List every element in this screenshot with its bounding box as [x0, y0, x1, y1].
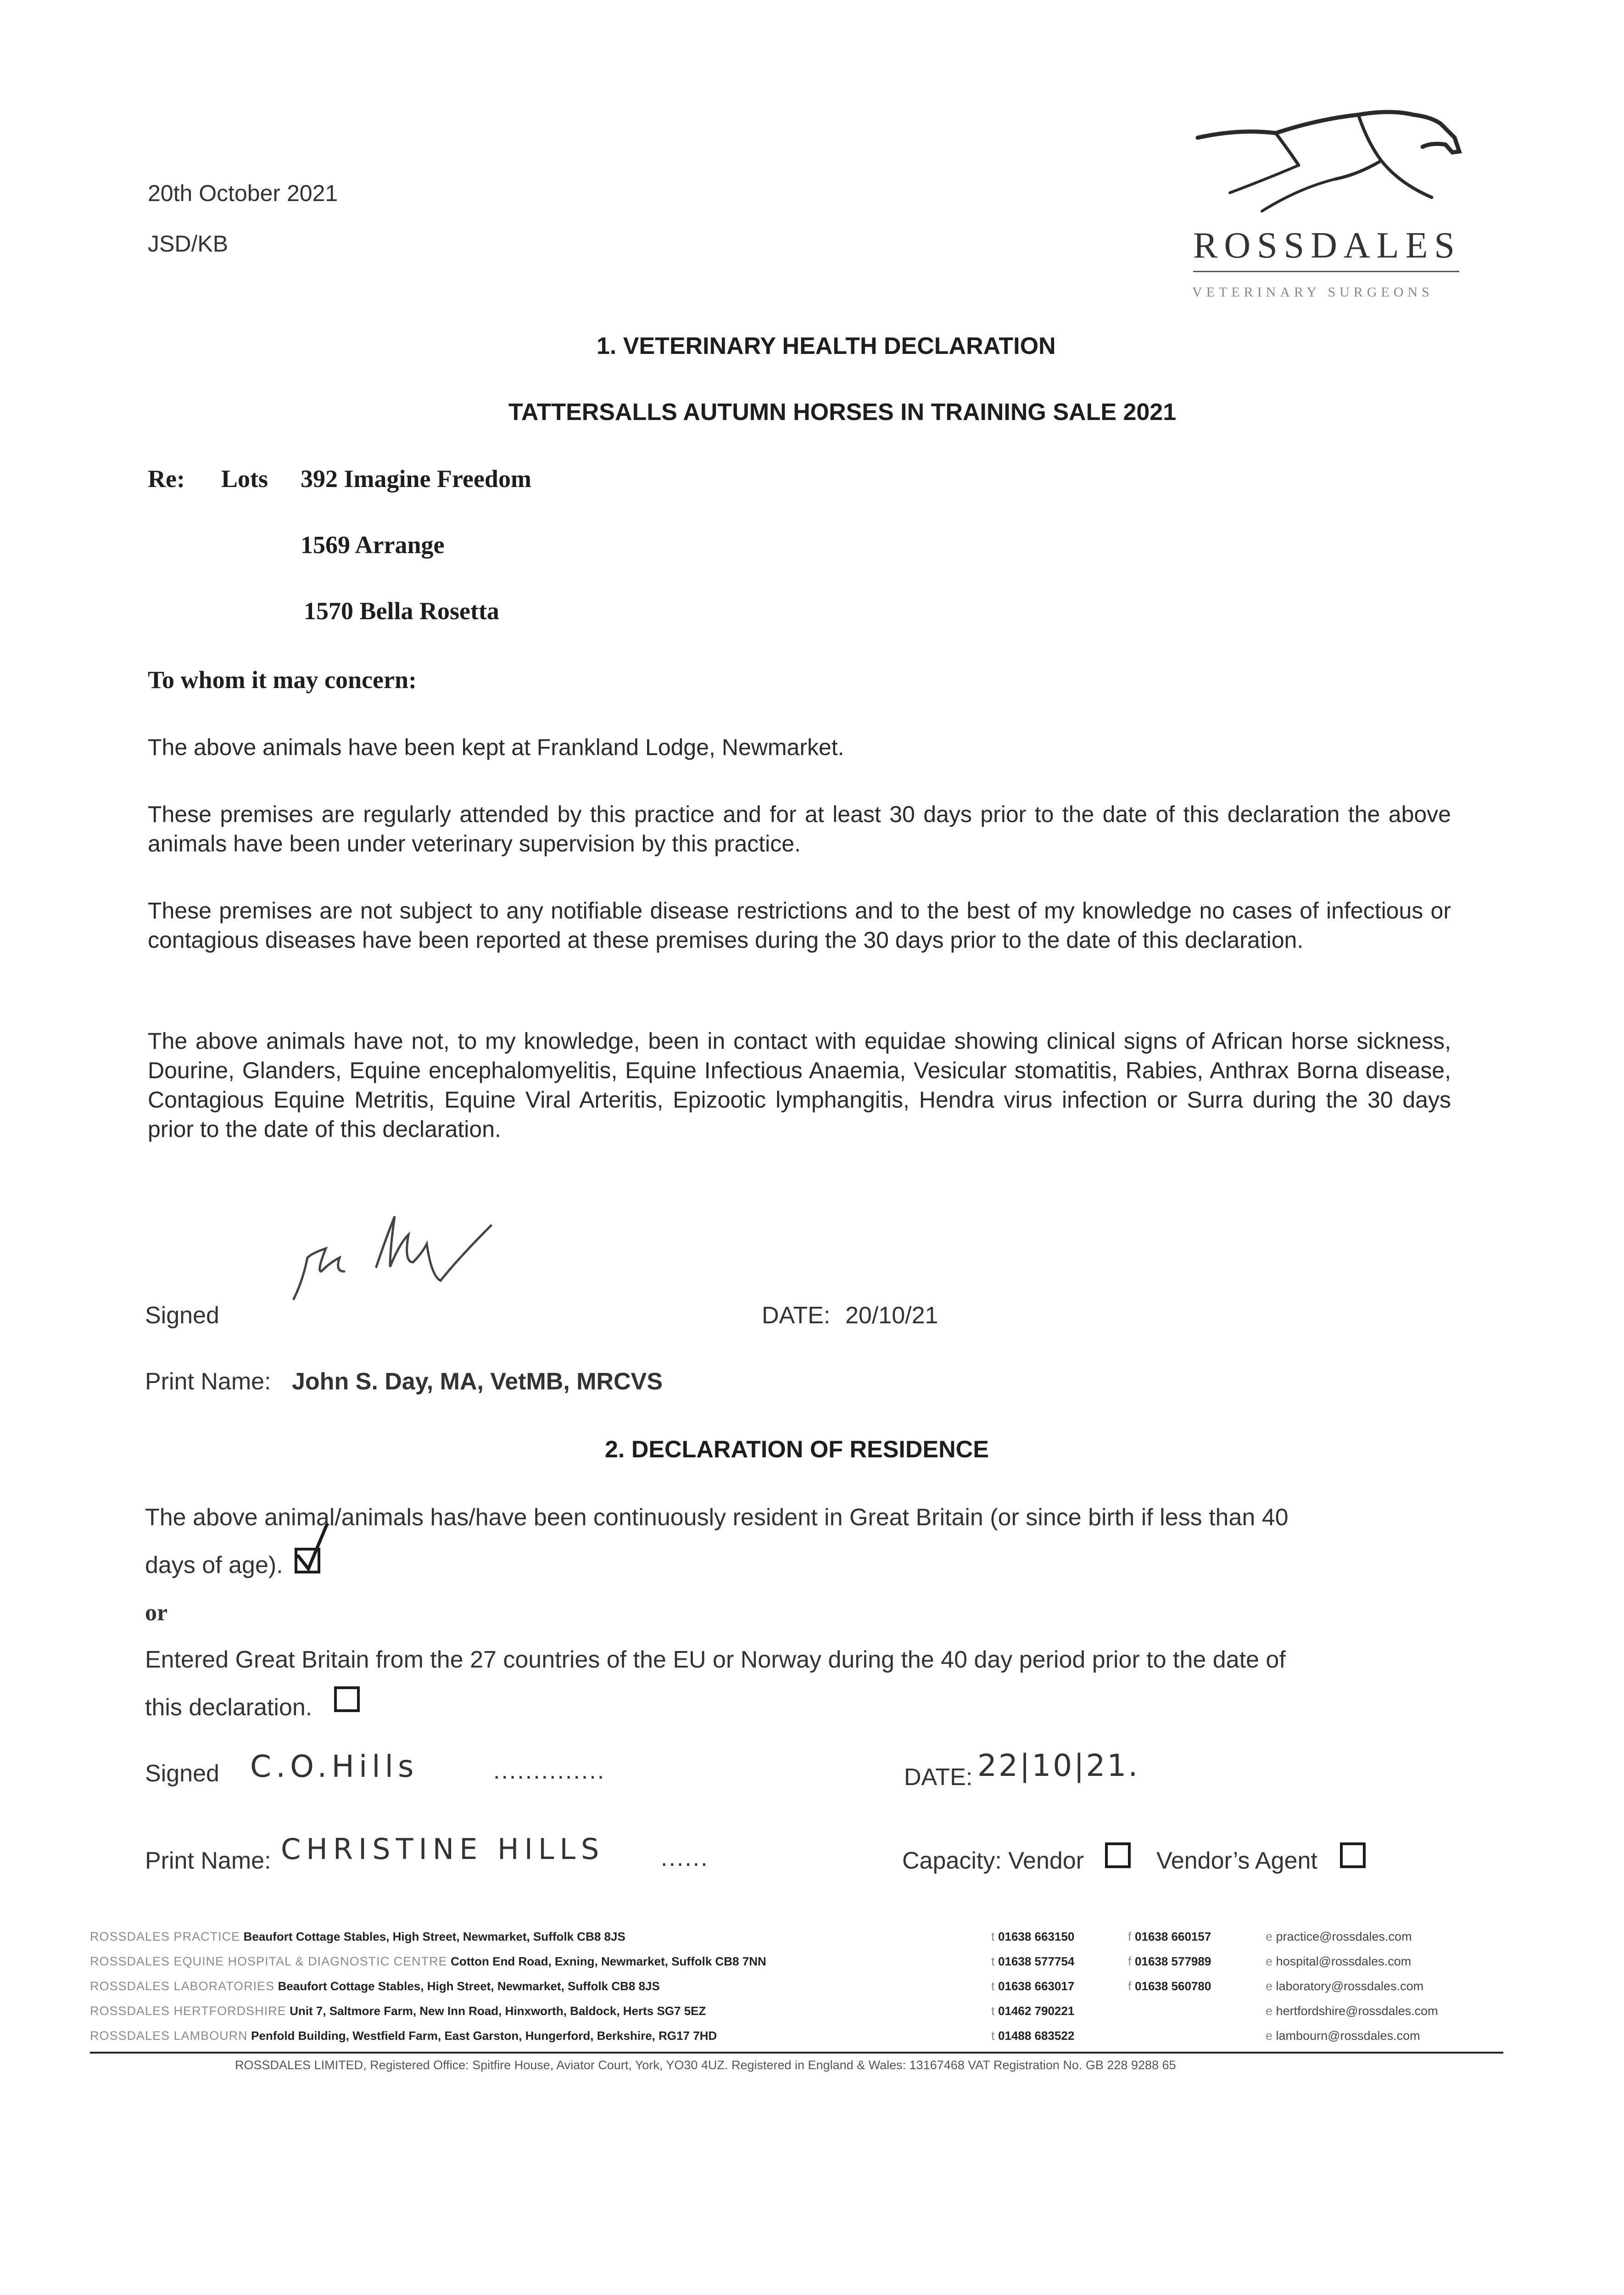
brand-name: ROSSDALES: [1193, 225, 1461, 266]
vet-signature: [275, 1203, 532, 1308]
vendor-print-name-dots: ......: [661, 1845, 709, 1871]
office-email[interactable]: e hospital@rossdales.com: [1266, 1954, 1412, 1968]
office-email[interactable]: e practice@rossdales.com: [1266, 1930, 1412, 1943]
vet-signed-label: Signed: [145, 1302, 219, 1329]
vet-print-name-value: John S. Day, MA, VetMB, MRCVS: [292, 1368, 663, 1395]
footer-office-row: [90, 2004, 706, 2018]
office-address: Beaufort Cottage Stables, High Street, Newmarket, Suffolk CB8 8JS: [278, 1979, 660, 1993]
vet-print-name-label: Print Name:: [145, 1368, 271, 1395]
office-fax: f 01638 660157: [1128, 1930, 1211, 1943]
office-address: Penfold Building, Westfield Farm, East Garston, Hungerford, Berkshire, RG17 7HD: [251, 2029, 717, 2043]
residence-option1-line1: The above animal/animals has/have been continuously resident in Great Britain (or since birth if less than 40: [145, 1504, 1289, 1531]
vendor-date-label: DATE:: [904, 1764, 973, 1791]
capacity-vendor-label: Capacity: Vendor: [902, 1847, 1084, 1874]
lots-label: Lots: [221, 465, 268, 493]
office-name: ROSSDALES EQUINE HOSPITAL & DIAGNOSTIC CENTRE: [90, 1954, 447, 1968]
paragraph-kept: The above animals have been kept at Frankland Lodge, Newmarket.: [148, 734, 844, 760]
residence-option2-line1: Entered Great Britain from the 27 countries of the EU or Norway during the 40 day period prior to the date of: [145, 1646, 1286, 1673]
brand-logo: [1184, 101, 1468, 312]
capacity-vendor-checkbox[interactable]: [1105, 1842, 1131, 1868]
letter-date: 20th October 2021: [148, 180, 338, 206]
office-fax: f 01638 577989: [1128, 1954, 1211, 1968]
office-email[interactable]: e hertfordshire@rossdales.com: [1266, 2004, 1438, 2018]
footer-registered: ROSSDALES LIMITED, Registered Office: Spitfire House, Aviator Court, York, YO30 4UZ. Registered in England & Wales: 13167468 VAT Registration No. GB 228 9288 65: [235, 2058, 1176, 2072]
vendor-date-handwritten: 22|10|21.: [977, 1748, 1140, 1783]
footer-divider: [90, 2052, 1503, 2054]
office-tel: t 01638 577754: [991, 1954, 1075, 1968]
vendor-print-name-handwritten: CHRISTINE HILLS: [281, 1832, 605, 1866]
office-tel: t 01638 663150: [991, 1930, 1075, 1943]
office-address: Beaufort Cottage Stables, High Street, Newmarket, Suffolk CB8 8JS: [243, 1930, 625, 1943]
office-name: ROSSDALES LABORATORIES: [90, 1979, 275, 1993]
office-email[interactable]: e laboratory@rossdales.com: [1266, 1979, 1424, 1993]
office-name: ROSSDALES HERTFORDSHIRE: [90, 2004, 286, 2018]
lot-item: 392 Imagine Freedom: [301, 465, 531, 493]
capacity-agent-checkbox[interactable]: [1340, 1842, 1366, 1868]
re-label: Re:: [148, 465, 185, 493]
check-mark-icon: [295, 1523, 331, 1573]
residence-option2-line2: this declaration.: [145, 1694, 313, 1721]
section1-subtitle: TATTERSALLS AUTUMN HORSES IN TRAINING SALE 2021: [508, 399, 1177, 425]
footer-office-row: [90, 2029, 717, 2043]
office-address: Unit 7, Saltmore Farm, New Inn Road, Hinxworth, Baldock, Herts SG7 5EZ: [290, 2004, 706, 2018]
office-name: ROSSDALES LAMBOURN: [90, 2029, 248, 2043]
residence-option1-line2: days of age).: [145, 1552, 283, 1579]
office-tel: t 01462 790221: [991, 2004, 1075, 2018]
section2-title: 2. DECLARATION OF RESIDENCE: [605, 1436, 989, 1463]
paragraph-contact: The above animals have not, to my knowledge, been in contact with equidae showing clinical signs of African horse sickness, Dourine, Glanders, Equine encephalomyelitis, Equine Infectious Anaemia, Vesicular stomatitis, Rabies, Anthrax Borna disease, Contagious Equine Metritis, Equine Viral Arteritis, Epizootic lymphangitis, Hendra virus infection or Surra during the 30 days prior to the date of this declaration.: [148, 1028, 1451, 1142]
brand-tagline: VETERINARY SURGEONS: [1192, 285, 1434, 300]
entered-eu-checkbox[interactable]: [334, 1686, 360, 1712]
footer-office-row: [90, 1954, 766, 1969]
resident-checkbox[interactable]: [295, 1548, 320, 1573]
office-email[interactable]: e lambourn@rossdales.com: [1266, 2029, 1420, 2043]
vendor-print-name-label: Print Name:: [145, 1847, 271, 1874]
vet-date-label: DATE:: [762, 1302, 831, 1329]
salutation: To whom it may concern:: [148, 666, 417, 694]
lot-item: 1570 Bella Rosetta: [304, 597, 499, 625]
office-name: ROSSDALES PRACTICE: [90, 1930, 240, 1943]
office-tel: t 01488 683522: [991, 2029, 1075, 2043]
signature-scribble: [275, 1203, 532, 1308]
office-address: Cotton End Road, Exning, Newmarket, Suffolk CB8 7NN: [451, 1954, 766, 1968]
lot-item: 1569 Arrange: [301, 531, 445, 559]
section1-title: 1. VETERINARY HEALTH DECLARATION: [597, 333, 1056, 359]
capacity-agent-label: Vendor’s Agent: [1156, 1847, 1317, 1874]
vet-date-value: 20/10/21: [845, 1302, 938, 1329]
brand-divider: [1193, 271, 1459, 272]
footer-office-row: [90, 1979, 660, 1993]
paragraph-supervision: These premises are regularly attended by this practice and for at least 30 days prior to the date of this declaration the above animals have been under veterinary supervision by this practice.: [148, 801, 1451, 856]
letter-reference: JSD/KB: [148, 231, 229, 257]
horse-logo-icon: [1184, 101, 1468, 220]
office-tel: t 01638 663017: [991, 1979, 1075, 1993]
office-fax: f 01638 560780: [1128, 1979, 1211, 1993]
vendor-signed-dots: ..............: [493, 1758, 606, 1784]
or-label: or: [145, 1600, 168, 1626]
footer-office-row: [90, 1930, 625, 1944]
vendor-signature: C.O.Hills: [250, 1749, 419, 1784]
vendor-signed-label: Signed: [145, 1760, 219, 1787]
paragraph-restrictions: These premises are not subject to any notifiable disease restrictions and to the best of my knowledge no cases of infectious or contagious diseases have been reported at these premises during the 30 days prior to the date of this declaration.: [148, 898, 1451, 953]
